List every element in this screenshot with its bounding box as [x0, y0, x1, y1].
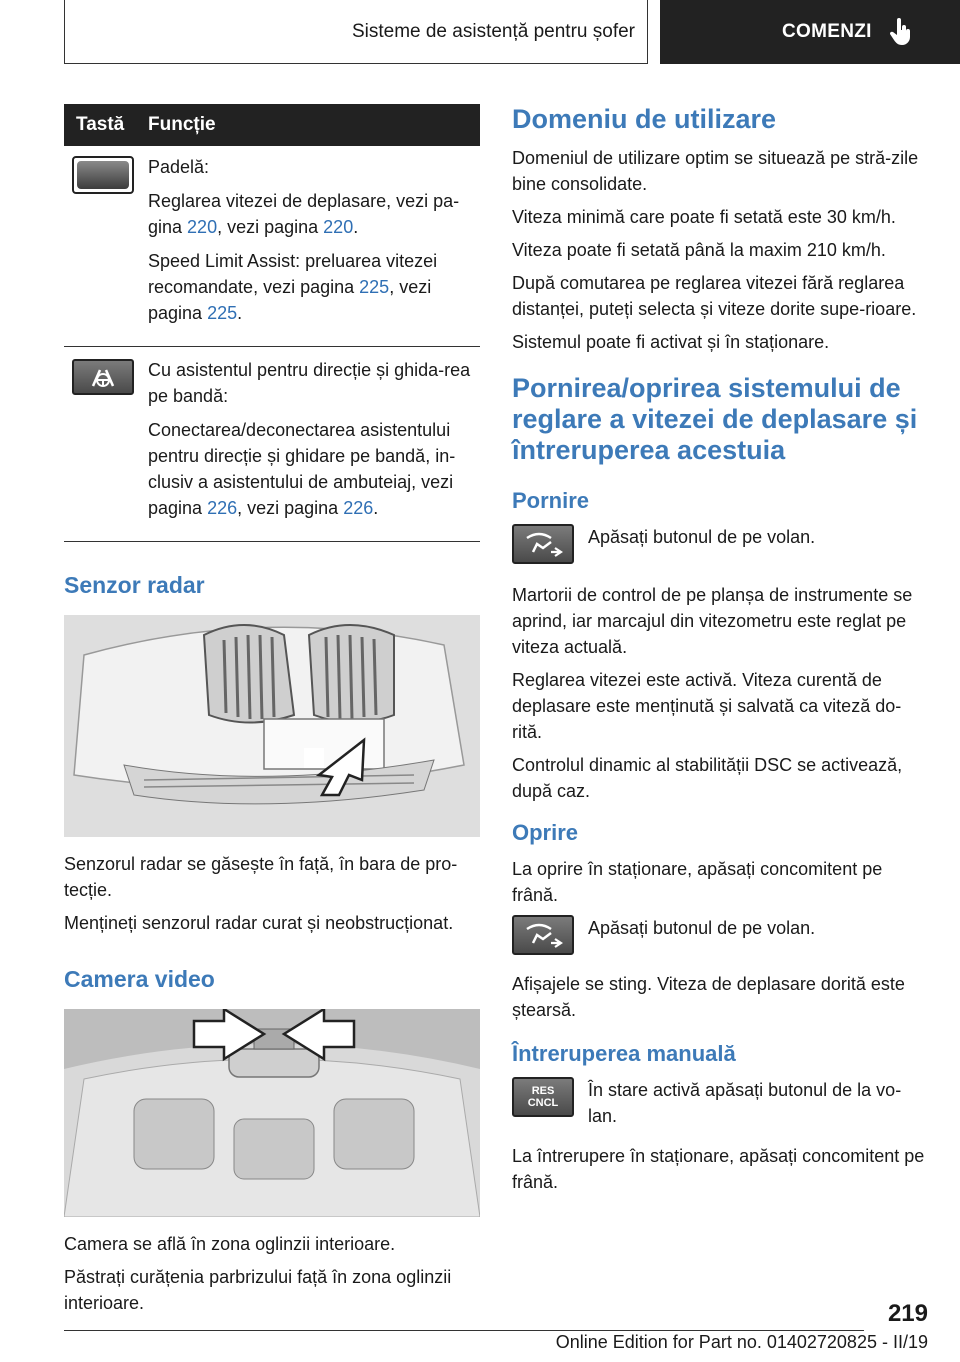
interrupt-text: La întrerupere în staționare, apăsați concomitent pe frână.: [512, 1146, 925, 1192]
start-instruction-text: Apăsați butonul de pe volan.: [588, 527, 816, 547]
cruise-control-icon: [512, 915, 574, 955]
usage-text: Domeniul de utilizare optim se situează pe stră-zile bine consolidate.: [512, 148, 919, 194]
res-cncl-icon: RES CNCL: [512, 1077, 574, 1117]
lane-assist-icon: [72, 359, 134, 395]
left-column: [64, 104, 480, 1323]
table-header: [64, 104, 480, 146]
paddle-icon: [72, 156, 134, 194]
table-row: [64, 347, 480, 542]
page-link[interactable]: 226: [343, 498, 374, 518]
usage-text: Sistemul poate fi activat și în staționare.: [512, 332, 830, 352]
stop-text: Afișajele se sting. Viteza de deplasare dorită este ștearsă.: [512, 974, 905, 1020]
start-text: Martorii de control de pe planșa de instrumente se aprind, iar marcajul din vitezometru este reglat pe viteza actuală.: [512, 585, 913, 657]
section-title: Sisteme de asistență pentru șofer: [64, 0, 648, 64]
usage-text: Viteza poate fi setată până la maxim 210 km/h.: [512, 240, 886, 260]
on-off-heading: Pornirea/oprirea sistemului de reglare a vitezei de deplasare și întreruperea acestuia: [512, 373, 918, 465]
page-link[interactable]: 225: [207, 303, 238, 323]
stop-instruction-text: Apăsați butonul de pe volan.: [588, 918, 816, 938]
table-row: [64, 146, 480, 347]
interrupt-instruction-text: În stare activă apăsați butonul de la vo-lan.: [588, 1080, 902, 1126]
start-text: Reglarea vitezei este activă. Viteza curentă de deplasare este menținută și salvată ca viteză do-rită.: [512, 670, 902, 742]
page-link[interactable]: 226: [207, 498, 238, 518]
usage-text: Viteza minimă care poate fi setată este 30 km/h.: [512, 207, 896, 227]
camera-text-2: Păstrați curățenia parbrizului față în zona oglinzii interioare.: [64, 1267, 452, 1313]
chapter-tab: [660, 0, 960, 64]
camera-text-1: Camera se află în zona oglinzii interioare.: [64, 1234, 396, 1254]
radar-text-1: Senzorul radar se găsește în față, în bara de pro-tecție.: [64, 854, 458, 900]
stop-text: La oprire în staționare, apăsați concomitent pe frână.: [512, 859, 883, 905]
row-text: Speed Limit Assist: preluarea vitezei recomandate, vezi pagina 225, vezi pagina 225.: [148, 251, 438, 323]
page-number: 219: [887, 1300, 928, 1327]
hand-pointer-icon: [890, 18, 912, 46]
radar-sensor-image: [64, 615, 480, 837]
radar-text-2: Mențineți senzorul radar curat și neobstrucționat.: [64, 913, 454, 933]
start-heading: Pornire: [512, 488, 590, 513]
page-link[interactable]: 225: [359, 277, 390, 297]
edition-footer: Online Edition for Part no. 01402720825 - II/19: [555, 1332, 928, 1352]
page-header: [64, 0, 960, 64]
cruise-control-icon: [512, 524, 574, 564]
start-text: Controlul dinamic al stabilității DSC se activează, după caz.: [512, 755, 903, 801]
page-link[interactable]: 220: [323, 217, 354, 237]
camera-image: [64, 1009, 480, 1217]
column-key-header: Tastă: [76, 114, 125, 135]
footer-divider: [64, 1330, 864, 1331]
row-label: Cu asistentul pentru direcție și ghida-rea pe bandă:: [148, 360, 471, 406]
camera-heading: Camera video: [64, 966, 215, 992]
row-text: Reglarea vitezei de deplasare, vezi pa-gina 220, vezi pagina 220.: [148, 191, 460, 237]
page-link[interactable]: 220: [187, 217, 218, 237]
stop-heading: Oprire: [512, 820, 579, 845]
manual-interrupt-heading: Întreruperea manuală: [512, 1041, 736, 1066]
column-function-header: Funcție: [148, 114, 216, 135]
radar-heading: Senzor radar: [64, 572, 205, 598]
row-label: Padelă:: [148, 157, 210, 177]
stop-instruction: [512, 915, 928, 955]
row-text: Conectarea/deconectarea asistentului pentru direcție și ghidare pe bandă, in-clusiv a asistentului de ambuteiaj, vezi pagina 226, vezi pagina 226.: [148, 420, 456, 518]
right-column: [512, 104, 928, 1202]
chapter-title: COMENZI: [782, 21, 872, 42]
usage-heading: Domeniu de utilizare: [512, 104, 777, 134]
usage-text: După comutarea pe reglarea vitezei fără reglarea distanței, puteți selecta și viteze dorite supe-rioare.: [512, 273, 917, 319]
interrupt-instruction: [512, 1077, 928, 1129]
start-instruction: [512, 524, 928, 564]
